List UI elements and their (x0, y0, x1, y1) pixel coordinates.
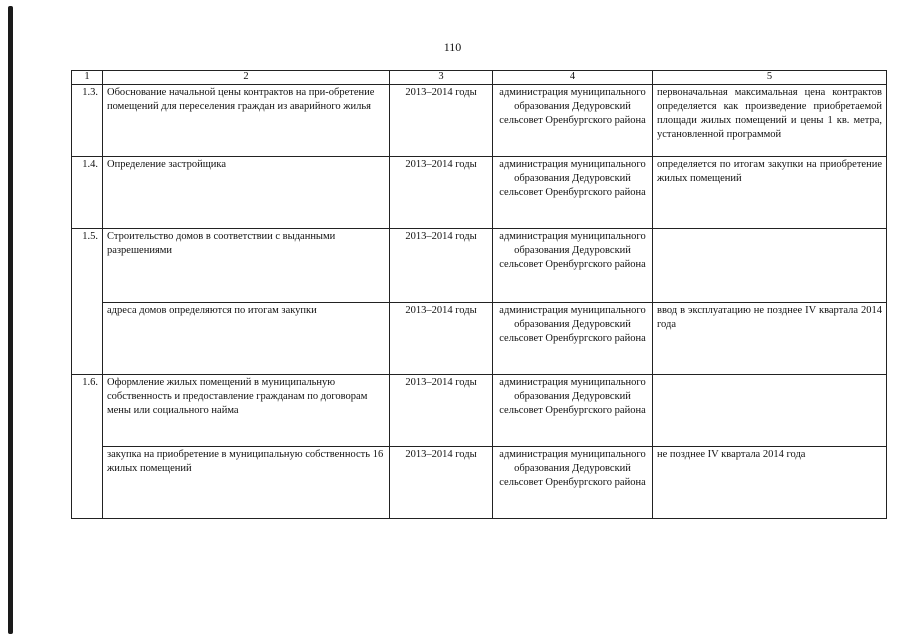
activity-cell: Обоснование начальной цены контрактов на при-обретение помещений для переселения граждан из аварийного жилья (103, 85, 390, 157)
column-header-3: 3 (390, 71, 493, 85)
table-row (72, 157, 887, 229)
table-row (72, 375, 887, 447)
table-row (72, 85, 887, 157)
activity-cell: адреса домов определяются по итогам закупки (103, 303, 390, 375)
table-row (72, 229, 887, 303)
column-header-5: 5 (653, 71, 887, 85)
column-header-2: 2 (103, 71, 390, 85)
result-cell (653, 375, 887, 447)
activity-cell: закупка на приобретение в муниципальную собственность 16 жилых помещений (103, 447, 390, 519)
period-cell: 2013–2014 годы (390, 157, 493, 229)
activity-cell: Строительство домов в соответствии с выданными разрешениями (103, 229, 390, 303)
column-header-4: 4 (493, 71, 653, 85)
result-cell: не позднее IV квартала 2014 года (653, 447, 887, 519)
period-cell: 2013–2014 годы (390, 303, 493, 375)
scan-edge-bar (8, 6, 13, 634)
row-number: 1.3. (72, 85, 103, 157)
period-cell: 2013–2014 годы (390, 375, 493, 447)
activities-table (71, 70, 887, 519)
responsible-cell: администрация муниципального образования Дедуровский сельсовет Оренбургского района (493, 447, 653, 519)
page-number: 110 (443, 40, 462, 54)
column-header-1: 1 (72, 71, 103, 85)
responsible-cell: администрация муниципального образования Дедуровский сельсовет Оренбургского района (493, 85, 653, 157)
table-row (72, 447, 887, 519)
responsible-cell: администрация муниципального образования Дедуровский сельсовет Оренбургского района (493, 229, 653, 303)
period-cell: 2013–2014 годы (390, 229, 493, 303)
responsible-cell: администрация муниципального образования Дедуровский сельсовет Оренбургского района (493, 157, 653, 229)
result-cell: первоначальная максимальная цена контрактов определяется как произведение приобретаемой площади жилых помещений и цены 1 кв. метра, установленной программой (653, 85, 887, 157)
result-cell: определяется по итогам закупки на приобретение жилых помещений (653, 157, 887, 229)
period-cell: 2013–2014 годы (390, 447, 493, 519)
row-number: 1.4. (72, 157, 103, 229)
row-number: 1.5. (72, 229, 103, 375)
result-cell (653, 229, 887, 303)
result-cell: ввод в эксплуатацию не позднее IV квартала 2014 года (653, 303, 887, 375)
activity-cell: Определение застройщика (103, 157, 390, 229)
table-row (72, 303, 887, 375)
responsible-cell: администрация муниципального образования Дедуровский сельсовет Оренбургского района (493, 303, 653, 375)
table-header-row (72, 71, 887, 85)
responsible-cell: администрация муниципального образования Дедуровский сельсовет Оренбургского района (493, 375, 653, 447)
activity-cell: Оформление жилых помещений в муниципальную собственность и предоставление гражданам по договорам мены или социального найма (103, 375, 390, 447)
period-cell: 2013–2014 годы (390, 85, 493, 157)
row-number: 1.6. (72, 375, 103, 519)
